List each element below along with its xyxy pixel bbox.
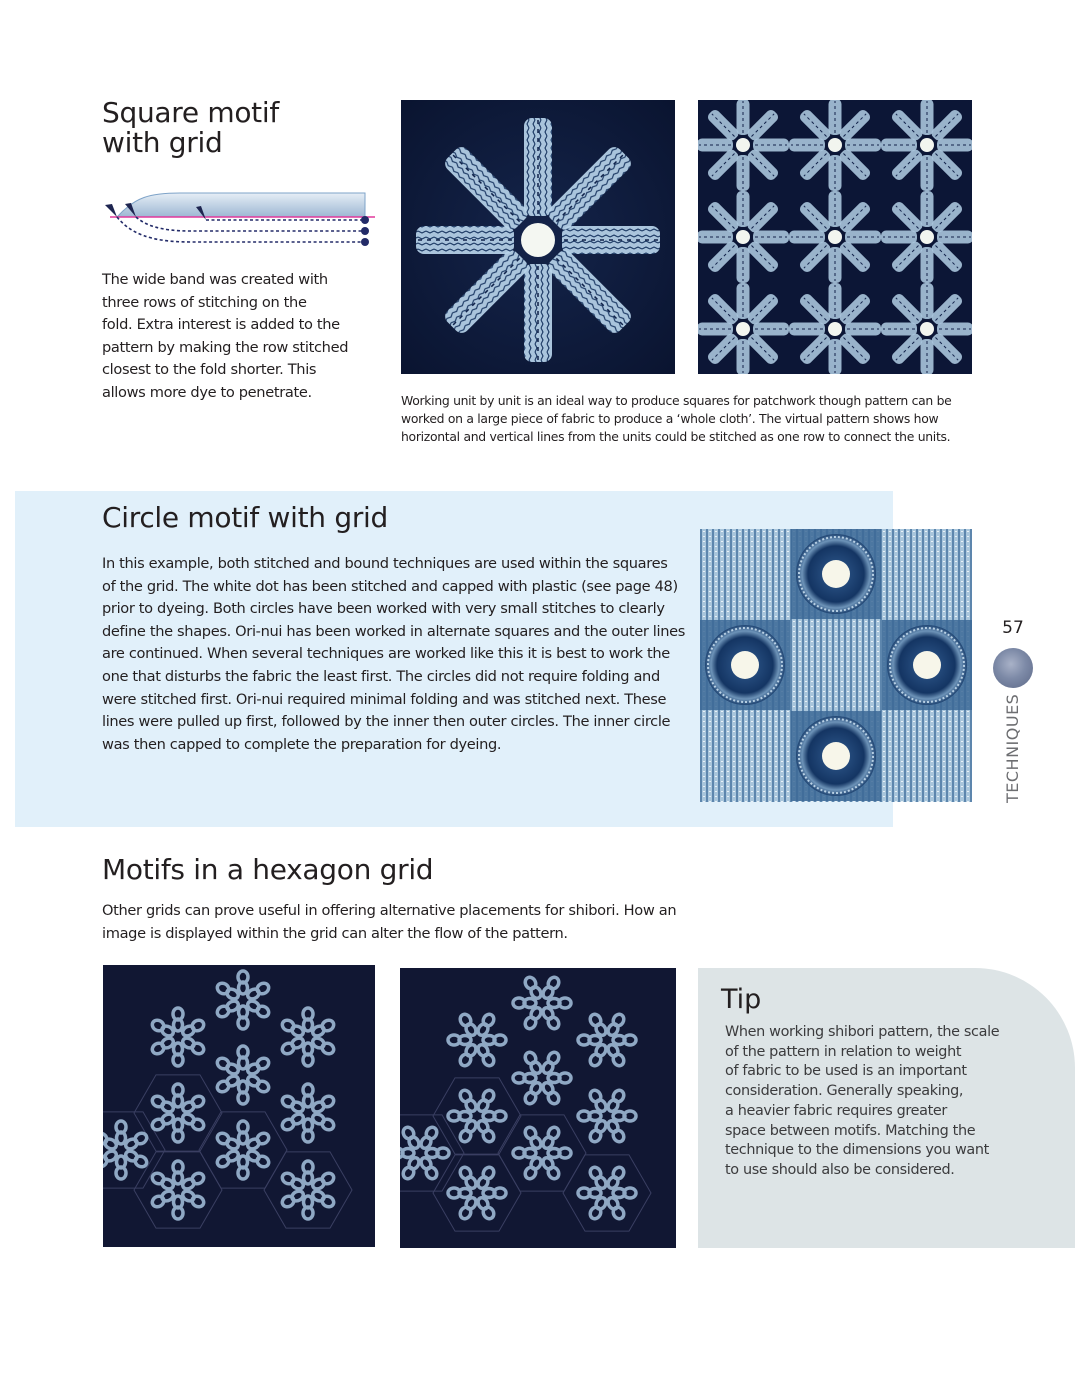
stitching-diagram [100, 185, 380, 250]
star-unit [789, 100, 881, 191]
photo-circle-motif [700, 529, 972, 802]
center-dot [736, 230, 750, 244]
star-unit [881, 283, 972, 374]
photo-caption [401, 392, 976, 446]
hexagon-description [102, 900, 692, 945]
text-line: closest to the fold shorter. This [102, 361, 317, 379]
star-unit [881, 100, 972, 191]
center-dot [913, 651, 941, 679]
text-line: was then capped to complete the preparation for dyeing. [102, 735, 502, 753]
text-line: consideration. Generally speaking, [725, 1083, 964, 1100]
center-dot [920, 138, 934, 152]
tip-text [725, 1023, 1005, 1181]
text-line: prior to dyeing. Both circles have been worked with very small stitches to clearly [102, 600, 665, 618]
text-line: fold. Extra interest is added to the [102, 316, 340, 334]
center-dot [920, 322, 934, 336]
text-line: three rows of stitching on the [102, 293, 307, 311]
hexagon-grid-illustration-b [400, 968, 676, 1248]
circle-motif-illustration [700, 529, 972, 802]
center-dot [521, 223, 555, 257]
caption-line: worked on a large piece of fabric to produce a ‘whole cloth’. The virtual pattern shows how [401, 411, 939, 426]
photo-hexagon-grid-b [400, 968, 676, 1248]
thread-knot [361, 238, 369, 246]
star-grid-illustration [698, 100, 972, 374]
center-dot [822, 560, 850, 588]
section-title-square-motif [102, 98, 372, 158]
title-line: Square motif [102, 96, 279, 129]
star-unit [698, 191, 789, 283]
text-line: The wide band was created with [102, 271, 328, 288]
center-dot [731, 651, 759, 679]
square-motif-description [102, 269, 372, 405]
text-line: When working shibori pattern, the scale [725, 1024, 1000, 1040]
circle-motif [700, 620, 790, 710]
section-marker-icon [993, 648, 1033, 688]
section-title-circle-motif: Circle motif with grid [102, 501, 388, 534]
caption-line: Working unit by unit is an ideal way to produce squares for patchwork though pattern can be [401, 393, 952, 408]
star-motif-illustration [401, 100, 675, 374]
text-line: of the pattern in relation to weight [725, 1043, 962, 1060]
text-line: were stitched first. Ori-nui required minimal folding and was stitched next. These [102, 690, 667, 708]
star-arm [416, 226, 514, 254]
text-line: technique to the dimensions you want [725, 1142, 989, 1159]
thread-knot [361, 227, 369, 235]
text-line: a heavier fabric requires greater [725, 1102, 947, 1119]
center-dot [736, 322, 750, 336]
circle-motif [791, 711, 881, 801]
center-dot [822, 742, 850, 770]
photo-hexagon-grid-a [103, 965, 375, 1247]
center-dot [828, 322, 842, 336]
center-dot [828, 230, 842, 244]
circle-motif [882, 620, 972, 710]
text-line: image is displayed within the grid can alter the flow of the pattern. [102, 924, 568, 942]
text-line: lines were pulled up first, followed by the inner then outer circles. The inner circle [102, 713, 671, 731]
needle-icon [105, 204, 117, 217]
text-line: pattern by making the row stitched [102, 338, 349, 356]
center-dot [736, 138, 750, 152]
star-arm [524, 264, 552, 362]
photo-star-grid [698, 100, 972, 374]
circle-motif-description [102, 553, 685, 756]
text-line: In this example, both stitched and bound techniques are used within the squares [102, 555, 668, 572]
text-line: Other grids can prove useful in offering alternative placements for shibori. How an [102, 902, 677, 919]
text-line: are continued. When several techniques are worked like this it is best to work the [102, 645, 670, 663]
star-unit [789, 191, 881, 283]
star-arm [562, 226, 660, 254]
text-line: of the grid. The white dot has been stitched and capped with plastic (see page 48) [102, 577, 678, 595]
star-unit [698, 283, 789, 374]
circle-motif [791, 529, 881, 619]
photo-star-motif [401, 100, 675, 374]
text-line: define the shapes. Ori-nui has been worked in alternate squares and the outer lines [102, 622, 685, 640]
section-title-hexagon: Motifs in a hexagon grid [102, 853, 434, 886]
text-line: space between motifs. Matching the [725, 1122, 976, 1139]
center-dot [920, 230, 934, 244]
thread-knot [361, 216, 369, 224]
text-line: of fabric to be used is an important [725, 1063, 967, 1080]
star-unit [698, 100, 789, 191]
star-unit [789, 283, 881, 374]
fold-band [117, 193, 365, 217]
text-line: one that disturbs the fabric the least first. The circles did not require folding and [102, 667, 660, 685]
star-unit [881, 191, 972, 283]
text-line: allows more dye to penetrate. [102, 383, 312, 401]
section-label: TECHNIQUES [1003, 693, 1022, 803]
tip-title: Tip [721, 984, 762, 1015]
caption-line: horizontal and vertical lines from the units could be stitched as one row to connect the units. [401, 429, 951, 444]
stitch-row [136, 217, 363, 231]
page-number: 57 [1002, 618, 1024, 638]
title-line: with grid [102, 126, 223, 159]
center-dot [828, 138, 842, 152]
star-arm [524, 118, 552, 216]
hexagon-grid-illustration-a [103, 965, 375, 1247]
text-line: to use should also be considered. [725, 1161, 955, 1178]
